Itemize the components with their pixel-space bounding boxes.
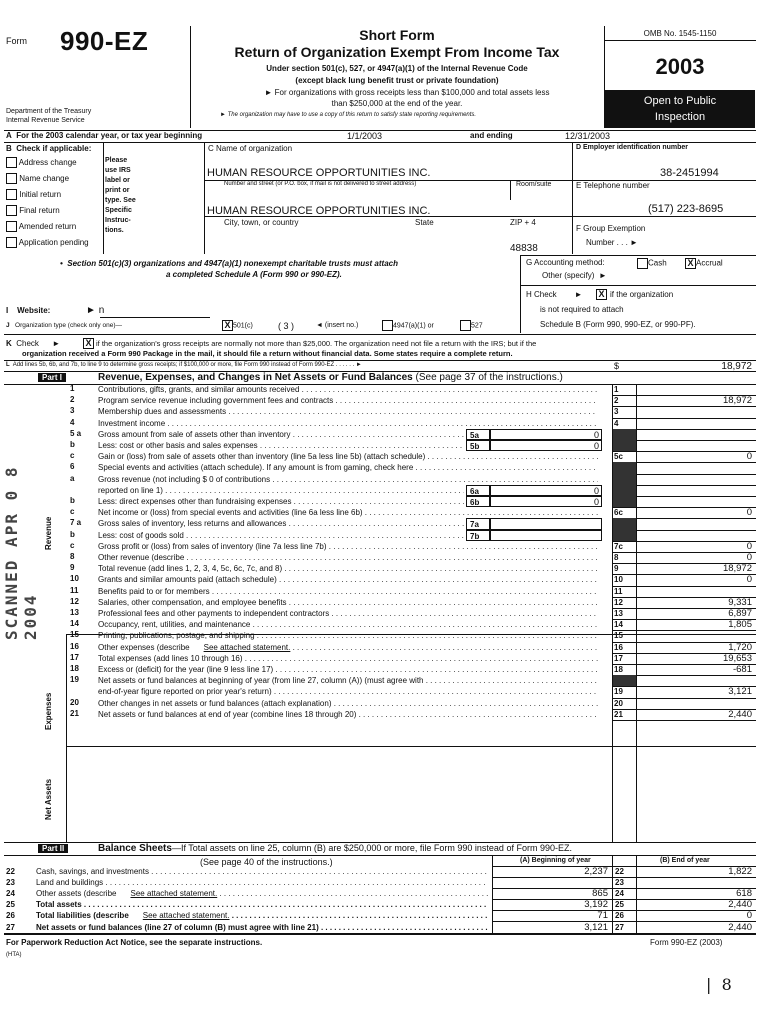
line-text: Total assets . . . [36,899,488,910]
line-box-label: 22 [615,867,624,876]
line-box-label [613,496,636,507]
part1-row [0,518,770,529]
line-number: 3 [70,406,75,416]
checkbox-amended-return[interactable]: Amended return [6,219,106,235]
line-number: 26 [6,911,15,921]
line-number: c [70,451,75,461]
part1-row [0,530,770,541]
line-text: Contributions, gifts, grants, and similar amounts received . . . [98,384,598,395]
sub-box-label: 6b [466,496,490,507]
tax-year: 2003 [655,54,705,79]
line-box-label: 24 [615,889,624,899]
beginning-year-value[interactable]: 2,237 [584,866,608,877]
line-text: Less: cost or other basis and sales expenses . . . [98,440,464,451]
line-text: Gross profit or (loss) from sales of inventory (line 7a less line 7b) . . . [98,541,598,552]
and-ending-label: and ending [470,131,513,140]
part1-row [0,698,770,709]
line-value[interactable]: 18,972 [722,563,752,575]
dept-line-2: Internal Revenue Service [6,117,85,124]
line-number: a [70,473,75,483]
state-label: State [415,218,434,227]
balance-row [0,910,770,921]
tax-year-end: 12/31/2003 [565,131,611,141]
sub-box-label: 6a [466,485,490,496]
line-text: Less: direct expenses other than fundraising expenses . . . [98,496,464,507]
line-text: Other changes in net assets or fund balances (attach explanation) . . . [98,698,598,709]
accounting-other-label: Other (specify) ► [542,271,607,280]
balance-row [0,888,770,899]
accounting-method-label: G Accounting method: [526,258,605,267]
line-text: Other assets (describe See attached statement. . . . [36,888,488,899]
open-to-public-line-2: Inspection [654,111,706,123]
end-year-value[interactable]: 2,440 [728,899,752,911]
sub-box-label: 7a [466,518,490,529]
line-value[interactable]: 6,897 [728,608,752,619]
sub-box-label: 5b [466,440,490,451]
line-number: b [70,440,75,449]
form-number: 990-EZ [60,26,149,56]
sub-box-value[interactable] [490,518,602,529]
line-text: Land and buildings . . . [36,877,488,888]
room-suite-label: Room/suite [516,181,552,188]
sub-box-value[interactable] [490,530,602,541]
checkbox-501c[interactable]: X 501(c) [222,320,253,331]
line-text: Professional fees and other payments to independent contractors . . . [98,608,598,619]
line-text: reported on line 1) . . . [98,485,464,496]
line-value[interactable]: 0 [746,552,752,563]
k-check-label: K Check ► [6,339,61,348]
line-box-label [613,474,636,485]
line-number: c [70,507,75,517]
part1-row [0,418,770,429]
checkbox-gross-receipts[interactable]: X [83,338,94,349]
side-label-expenses: Expenses [44,692,53,730]
line-text: Net income or (loss) from special events and activities (line 6a less line 6b) . . . [98,507,598,518]
beginning-year-value[interactable]: 3,121 [584,921,608,933]
h-text-1: if the organization [610,290,674,299]
subtitle-4: than $250,000 at the end of the year. [331,99,463,108]
line-box-label [613,462,636,473]
checkbox-initial-return[interactable]: Initial return [6,187,106,203]
h-check-label: H Check ► [526,290,583,299]
line-box-label: 3 [614,407,619,417]
checkbox-accrual[interactable]: X Accrual [685,258,723,269]
line-number: 24 [6,889,15,899]
line-number: 8 [70,552,75,561]
part1-row [0,586,770,597]
line-box-label [613,429,636,440]
line-box-label [613,675,636,686]
line-value[interactable]: 3,121 [728,686,752,698]
section-b-checkboxes [6,155,106,251]
balance-row [0,922,770,933]
form-title: Return of Organization Exempt From Income Tax [234,44,560,60]
zip-label: ZIP + 4 [510,218,536,227]
ein-value[interactable]: 38-2451994 [660,167,719,179]
street-label: Number and street (or P.O. box, if mail is not delivered to street address) [224,181,417,187]
tax-year-begin: 1/1/2003 [347,131,383,141]
line-value[interactable]: 0 [746,540,752,552]
line-box-label: 12 [614,597,623,607]
part1-row [0,563,770,574]
part1-row [0,462,770,473]
line-text: Other expenses (describe See attached statement. . . . [98,642,598,653]
line-box-label: 25 [615,900,624,910]
short-form: Short Form [359,27,435,43]
line-value[interactable]: 0 [746,507,752,519]
handwritten-mark: | 8 [706,975,732,994]
line-text: Gross revenue (not including $ 0 of contributions . . . [98,474,598,485]
line-number: 5 a [70,428,82,438]
line-number: 19 [70,675,79,685]
line-text: Net assets or fund balances at beginning of year (from line 27, column (A)) (must agree with . . . [98,675,598,686]
line-number: 2 [70,395,75,405]
end-year-value[interactable]: 618 [736,888,752,900]
line-text: Gross sales of inventory, less returns and allowances . . . [98,518,464,529]
line-box-label: 21 [614,709,623,719]
line-box-label: 15 [614,631,623,641]
line-number: 13 [70,608,79,617]
line-text: Special events and activities (attach schedule). If any amount is from gaming, check here . . . [98,462,598,473]
part1-row [0,507,770,518]
group-exemption-label: F Group Exemption [576,224,646,233]
line-text: Occupancy, rent, utilities, and maintenance . . . [98,619,598,630]
line-box-label: 18 [614,665,623,674]
line-text: Grants and similar amounts paid (attach schedule) . . . [98,574,598,585]
checkbox-schedule-b[interactable]: X [596,289,607,300]
footer-paperwork-notice: For Paperwork Reduction Act Notice, see the separate instructions. [6,938,263,947]
scanned-stamp: SCANNED APR 0 8 2004 [2,465,40,640]
part1-row [0,653,770,664]
line-value[interactable]: 18,972 [722,395,752,407]
line-text: Gross amount from sale of assets other than inventory . . . [98,429,464,440]
line-box-label: 1 [614,385,619,394]
line-text: Program service revenue including government fees and contracts . . . [98,395,598,406]
open-to-public-box [605,90,755,128]
line-number: 1 [70,384,75,393]
part1-row [0,597,770,608]
part1-row [0,664,770,675]
org-type-label: J Organization type (check only one)— [6,322,122,329]
line-number: 27 [6,922,15,932]
line-number: 11 [70,585,79,595]
part1-row [0,384,770,395]
sub-box-value[interactable]: 0 [490,485,602,496]
checkbox-name-change[interactable]: Name change [6,171,106,187]
form-label: Form [6,36,27,46]
gross-receipts-value[interactable]: 18,972 [721,361,752,372]
section-501c3-note-2: a completed Schedule A (Form 990 or 990-EZ). [166,270,342,279]
part1-row [0,709,770,720]
line-text: Investment income . . . [98,418,598,429]
row-a-label: A For the 2003 calendar year, or tax year beginning [6,131,203,140]
line-text: Gain or (loss) from sale of assets other than inventory (line 5a less line 5b) (attach schedule) . . . [98,451,598,462]
balance-row [0,877,770,888]
website-label: I Website: [6,306,51,315]
line-number: 7 a [70,518,82,528]
line-box-label: 20 [614,698,623,708]
checkbox-cash[interactable]: Cash [637,258,667,269]
line-number: 25 [6,900,15,910]
h-text-2: is not required to attach [540,305,624,314]
omb-number: OMB No. 1545-1150 [643,29,717,38]
line-number: 17 [70,652,79,662]
group-exemption-number[interactable]: Number . . . ► [586,238,638,247]
section-b-title: B Check if applicable: [6,144,92,153]
line-value[interactable]: 2,440 [728,708,752,720]
line-box-label: 4 [614,418,619,428]
part1-row [0,429,770,440]
line-number: 18 [70,664,79,673]
line-text: Total expenses (add lines 10 through 16) . . . [98,653,598,664]
phone-label: E Telephone number [576,181,650,190]
line-number: b [70,496,75,505]
dept-line-1: Department of the Treasury [6,108,92,115]
line-number: 20 [70,697,79,707]
line-number: 16 [70,641,79,651]
checkbox-application-pending[interactable]: Application pending [6,235,106,251]
part1-row [0,552,770,563]
line-box-label [613,518,636,529]
beginning-year-value[interactable]: 3,192 [584,899,608,911]
line-box-label: 7c [614,541,623,551]
line-text: Total liabilities (describe See attached statement. . . . [36,910,488,921]
line-number: 14 [70,619,79,629]
line-box-label: 19 [614,687,623,697]
part1-row [0,451,770,462]
line-text: Membership dues and assessments . . . [98,406,598,417]
sub-box-label: 5a [466,429,490,440]
checkbox-address-change[interactable]: Address change [6,155,106,171]
end-year-value[interactable]: 1,822 [728,866,752,877]
line-box-label: 23 [615,878,624,888]
part1-row [0,395,770,406]
sub-box-value[interactable]: 0 [490,440,602,451]
col-b-header: (B) End of year [660,857,710,864]
side-label-net-assets: Net Assets [44,778,53,820]
line-value[interactable]: 0 [746,574,752,586]
line-box-label: 10 [614,575,623,585]
end-year-value[interactable]: 0 [746,910,752,922]
line-box-label: 16 [614,642,623,652]
l-dollar: $ [614,361,620,371]
end-year-value[interactable]: 2,440 [728,921,752,933]
section-501c3-note: • Section 501(c)(3) organizations and 4947(a)(1) nonexempt charitable trusts must attach [60,259,398,268]
line-number: 15 [70,630,79,640]
line-text: Cash, savings, and investments . . . [36,866,488,877]
org-name-label: C Name of organization [208,144,293,153]
line-box-label: 14 [614,620,623,630]
subtitle-2: (except black lung benefit trust or private foundation) [295,76,499,85]
line-number: c [70,540,75,550]
line-box-label [613,440,636,451]
line-text: Net assets or fund balances (line 27 of column (B) must agree with line 21) . . . [36,922,488,933]
line-number: 4 [70,417,75,427]
subtitle-3: ► For organizations with gross receipts less than $100,000 and total assets less [264,88,550,97]
footer-form-id: Form 990-EZ (2003) [650,938,723,947]
col-a-header: (A) Beginning of year [520,857,591,864]
l-text: L Add lines 5b, 6b, and 7b, to line 9 to determine gross receipts; if $100,000 or more, file Form 990 instead of Form 990-EZ . . . . . . ► [6,362,362,368]
line-box-label: 13 [614,609,623,618]
sub-box-value[interactable]: 0 [490,496,602,507]
part1-row [0,630,770,641]
line-box-label [613,485,636,496]
line-box-label: 2 [614,396,619,406]
part1-row [0,406,770,417]
line-number: 10 [70,574,79,584]
city-label: City, town, or country [224,218,299,227]
line-value[interactable]: 0 [746,451,752,463]
insert-no-label: ◄ (insert no.) [316,322,359,329]
sub-box-value[interactable]: 0 [490,429,602,440]
street-address[interactable]: HUMAN RESOURCE OPPORTUNITIES INC. [207,205,431,217]
part-2-see-page: (See page 40 of the instructions.) [200,857,333,867]
part1-row [0,474,770,485]
line-number: 9 [70,563,75,573]
line-value[interactable]: 9,331 [728,596,752,608]
part-2-title: Balance Sheets—If Total assets on line 25, column (B) are $250,000 or more, file Form 990 instead of Form 990-EZ. [98,843,572,854]
ein-label: D Employer identification number [576,144,689,151]
line-number: 22 [6,867,15,876]
part1-row [0,675,770,686]
line-number: 23 [6,878,15,888]
line-box-label: 17 [614,653,623,663]
side-label-revenue: Revenue [44,516,53,550]
line-number: 21 [70,708,79,718]
part1-row [0,686,770,697]
line-box-label: 8 [614,553,619,562]
line-text: Excess or (deficit) for the year (line 9 less line 17) . . . [98,664,598,675]
part1-row [0,496,770,507]
line-box-label: 5c [614,452,623,462]
part1-row [0,440,770,451]
checkbox-527[interactable]: 527 [460,320,483,331]
line-number: b [70,529,75,539]
footer-hta: (HTA) [6,952,22,958]
k-text-1: if the organization's gross receipts are normally not more than $25,000. The organization need not file a return with the IRS; but if the [96,339,537,348]
balance-row [0,866,770,877]
line-value[interactable]: 1,805 [728,619,752,631]
line-box-label: 11 [614,586,623,596]
line-box-label [613,530,636,541]
part-1-tab: Part I [38,373,66,382]
part1-row [0,608,770,619]
line-box-label: 27 [615,922,624,932]
line-text: Net assets or fund balances at end of year (combine lines 18 through 20) . . . [98,709,598,720]
beginning-year-value[interactable]: 71 [597,910,608,922]
k-text-2: organization received a Form 990 Package in the mail, it should file a return without financial data. Some states require a complete return. [22,349,513,358]
line-value[interactable]: 1,720 [728,641,752,653]
org-type-number[interactable]: ( 3 ) [278,321,295,331]
subtitle-5: ► The organization may have to use a copy of this return to satisfy state reporting requirements. [220,112,477,118]
line-text: Printing, publications, postage, and shipping . . . [98,630,598,641]
part1-row [0,642,770,653]
website-value[interactable]: ► n [86,305,105,316]
checkbox-4947[interactable]: 4947(a)(1) or [382,320,434,331]
part1-row [0,574,770,585]
line-text: end-of-year figure reported on prior year's return) . . . [98,686,598,697]
line-box-label: 6c [614,508,623,518]
part1-row [0,485,770,496]
sub-box-label: 7b [466,530,490,541]
part1-row [0,541,770,552]
line-box-label: 26 [615,911,624,921]
line-number: 12 [70,596,79,606]
phone-value[interactable]: (517) 223-8695 [648,203,724,215]
part-1-title: Revenue, Expenses, and Changes in Net Assets or Fund Balances (See page 37 of the instructions.) [98,372,563,383]
line-value[interactable]: -681 [732,664,752,675]
line-text: Less: cost of goods sold . . . [98,530,464,541]
line-text: Benefits paid to or for members . . . [98,586,598,597]
zip-code[interactable]: 48838 [510,243,538,254]
balance-row [0,899,770,910]
part-2-tab: Part II [38,844,68,853]
line-box-label: 9 [614,564,619,574]
line-value[interactable]: 19,653 [722,652,752,664]
open-to-public-line-1: Open to Public [643,95,717,107]
line-text: Other revenue (describe . . . [98,552,598,563]
irs-label-instructions: Please use IRS label or print or type. See Specific Instruc- tions. [105,157,136,234]
subtitle-1: Under section 501(c), 527, or 4947(a)(1) of the Internal Revenue Code [266,64,528,73]
checkbox-final-return[interactable]: Final return [6,203,106,219]
org-name[interactable]: HUMAN RESOURCE OPPORTUNITIES INC. [207,167,431,179]
part1-row [0,619,770,630]
line-text: Total revenue (add lines 1, 2, 3, 4, 5c, 6c, 7c, and 8) . . . [98,563,598,574]
line-number: 6 [70,462,75,472]
line-text: Salaries, other compensation, and employee benefits . . . [98,597,598,608]
h-text-3: Schedule B (Form 990, 990-EZ, or 990-PF). [540,320,696,329]
beginning-year-value[interactable]: 865 [592,888,608,900]
